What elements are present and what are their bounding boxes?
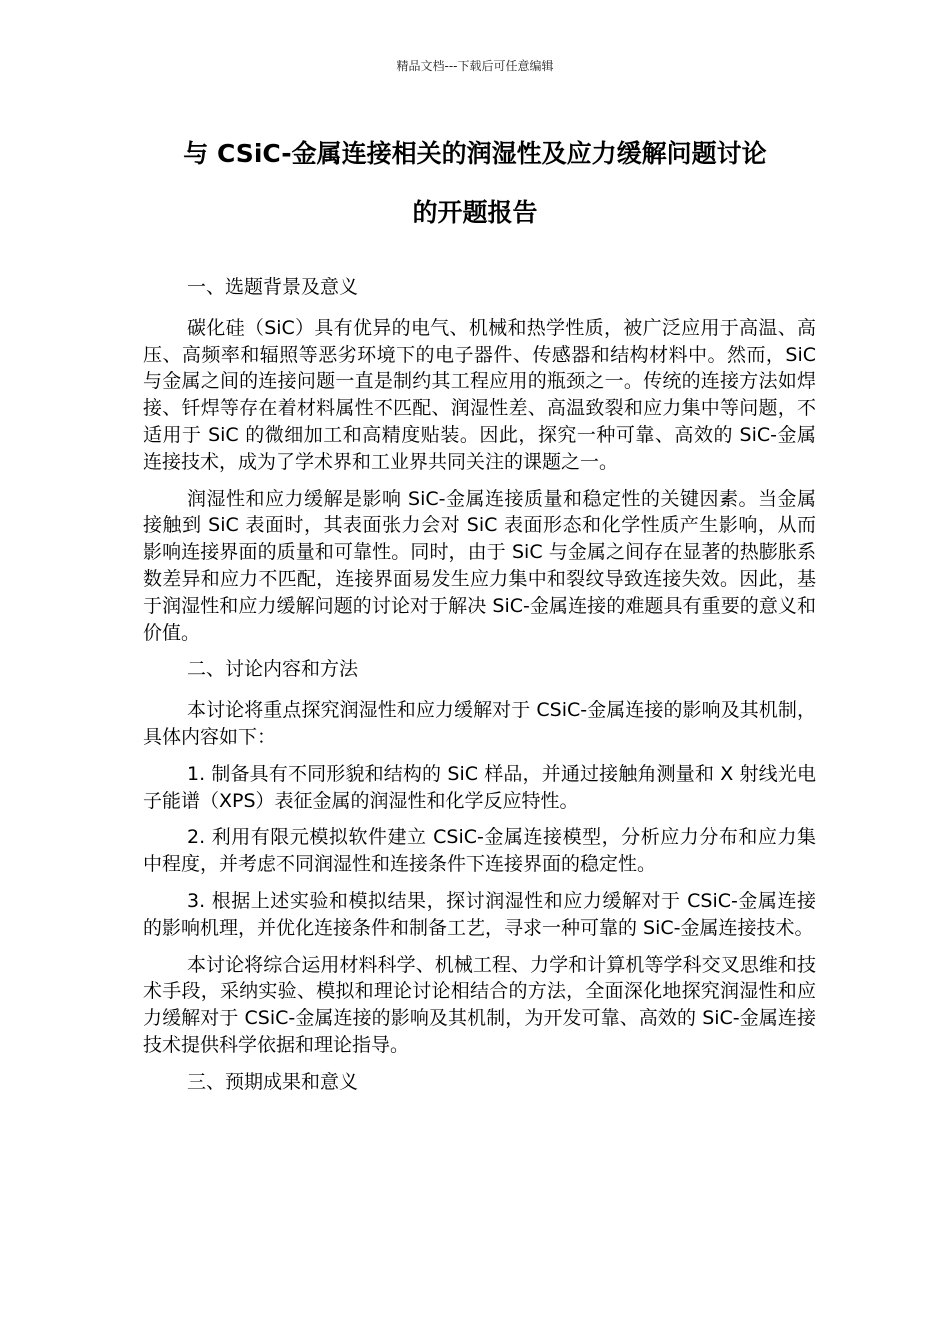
section-heading-background: 一、选题背景及意义	[187, 276, 359, 298]
section-heading-expected-results: 三、预期成果和意义	[187, 1070, 359, 1093]
document-body	[143, 274, 816, 1110]
section-heading-content-methods: 二、讨论内容和方法	[187, 658, 359, 681]
list-item-1: 1. 制备具有不同形貌和结构的 SiC 样品，并通过接触角测量和 X 射线光电子能谱（XPS）表征金属的润湿性和化学反应特性。	[143, 762, 816, 812]
list-item-3: 3. 根据上述实验和模拟结果，探讨润湿性和应力缓解对于 CSiC-金属连接的影响机理，并优化连接条件和制备工艺，寻求一种可靠的 SiC-金属连接技术。	[143, 889, 816, 939]
list-item-2: 2. 利用有限元模拟软件建立 CSiC-金属连接模型，分析应力分布和应力集中程度，并考虑不同润湿性和连接条件下连接界面的稳定性。	[143, 826, 816, 876]
document-title-line-2: 的开题报告	[412, 198, 538, 227]
paragraph-wetting-stress: 润湿性和应力缓解是影响 SiC-金属连接质量和稳定性的关键因素。当金属接触到 SiC 表面时，其表面张力会对 SiC 表面形态和化学性质产生影响，从而影响连接界面的质量和可靠性。同时，由于 SiC 与金属之间存在显著的热膨胀系数差异和应力不匹配，连接界面易发生应力集中和裂纹导致连接失效。因此，基于润湿性和应力缓解问题的讨论对于解决 SiC-金属连接的难题具有重要的意义和价值。	[143, 487, 816, 644]
paragraph-research-focus: 本讨论将重点探究润湿性和应力缓解对于 CSiC-金属连接的影响及其机制，具体内容如下：	[143, 699, 816, 748]
paragraph-sic-intro: 碳化硅（SiC）具有优异的电气、机械和热学性质，被广泛应用于高温、高压、高频率和辐照等恶劣环境下的电子器件、传感器和结构材料中。然而，SiC 与金属之间的连接问题一直是制约其工程应用的瓶颈之一。传统的连接方法如焊接、钎焊等存在着材料属性不匹配、润湿性差、高温致裂和应力集中等问题，不适用于 SiC 的微细加工和高精度贴装。因此，探究一种可靠、高效的 SiC-金属连接技术，成为了学术界和工业界共同关注的课题之一。	[143, 316, 816, 473]
document-title-line-1: 与 CSiC-金属连接相关的润湿性及应力缓解问题讨论	[183, 139, 767, 168]
header-note: 精品文档---下载后可任意编辑	[396, 59, 554, 73]
paragraph-methodology: 本讨论将综合运用材料科学、机械工程、力学和计算机等学科交叉思维和技术手段，采纳实验、模拟和理论讨论相结合的方法，全面深化地探究润湿性和应力缓解对于 CSiC-金属连接的影响及其机制，为开发可靠、高效的 SiC-金属连接技术提供科学依据和理论指导。	[143, 953, 816, 1056]
